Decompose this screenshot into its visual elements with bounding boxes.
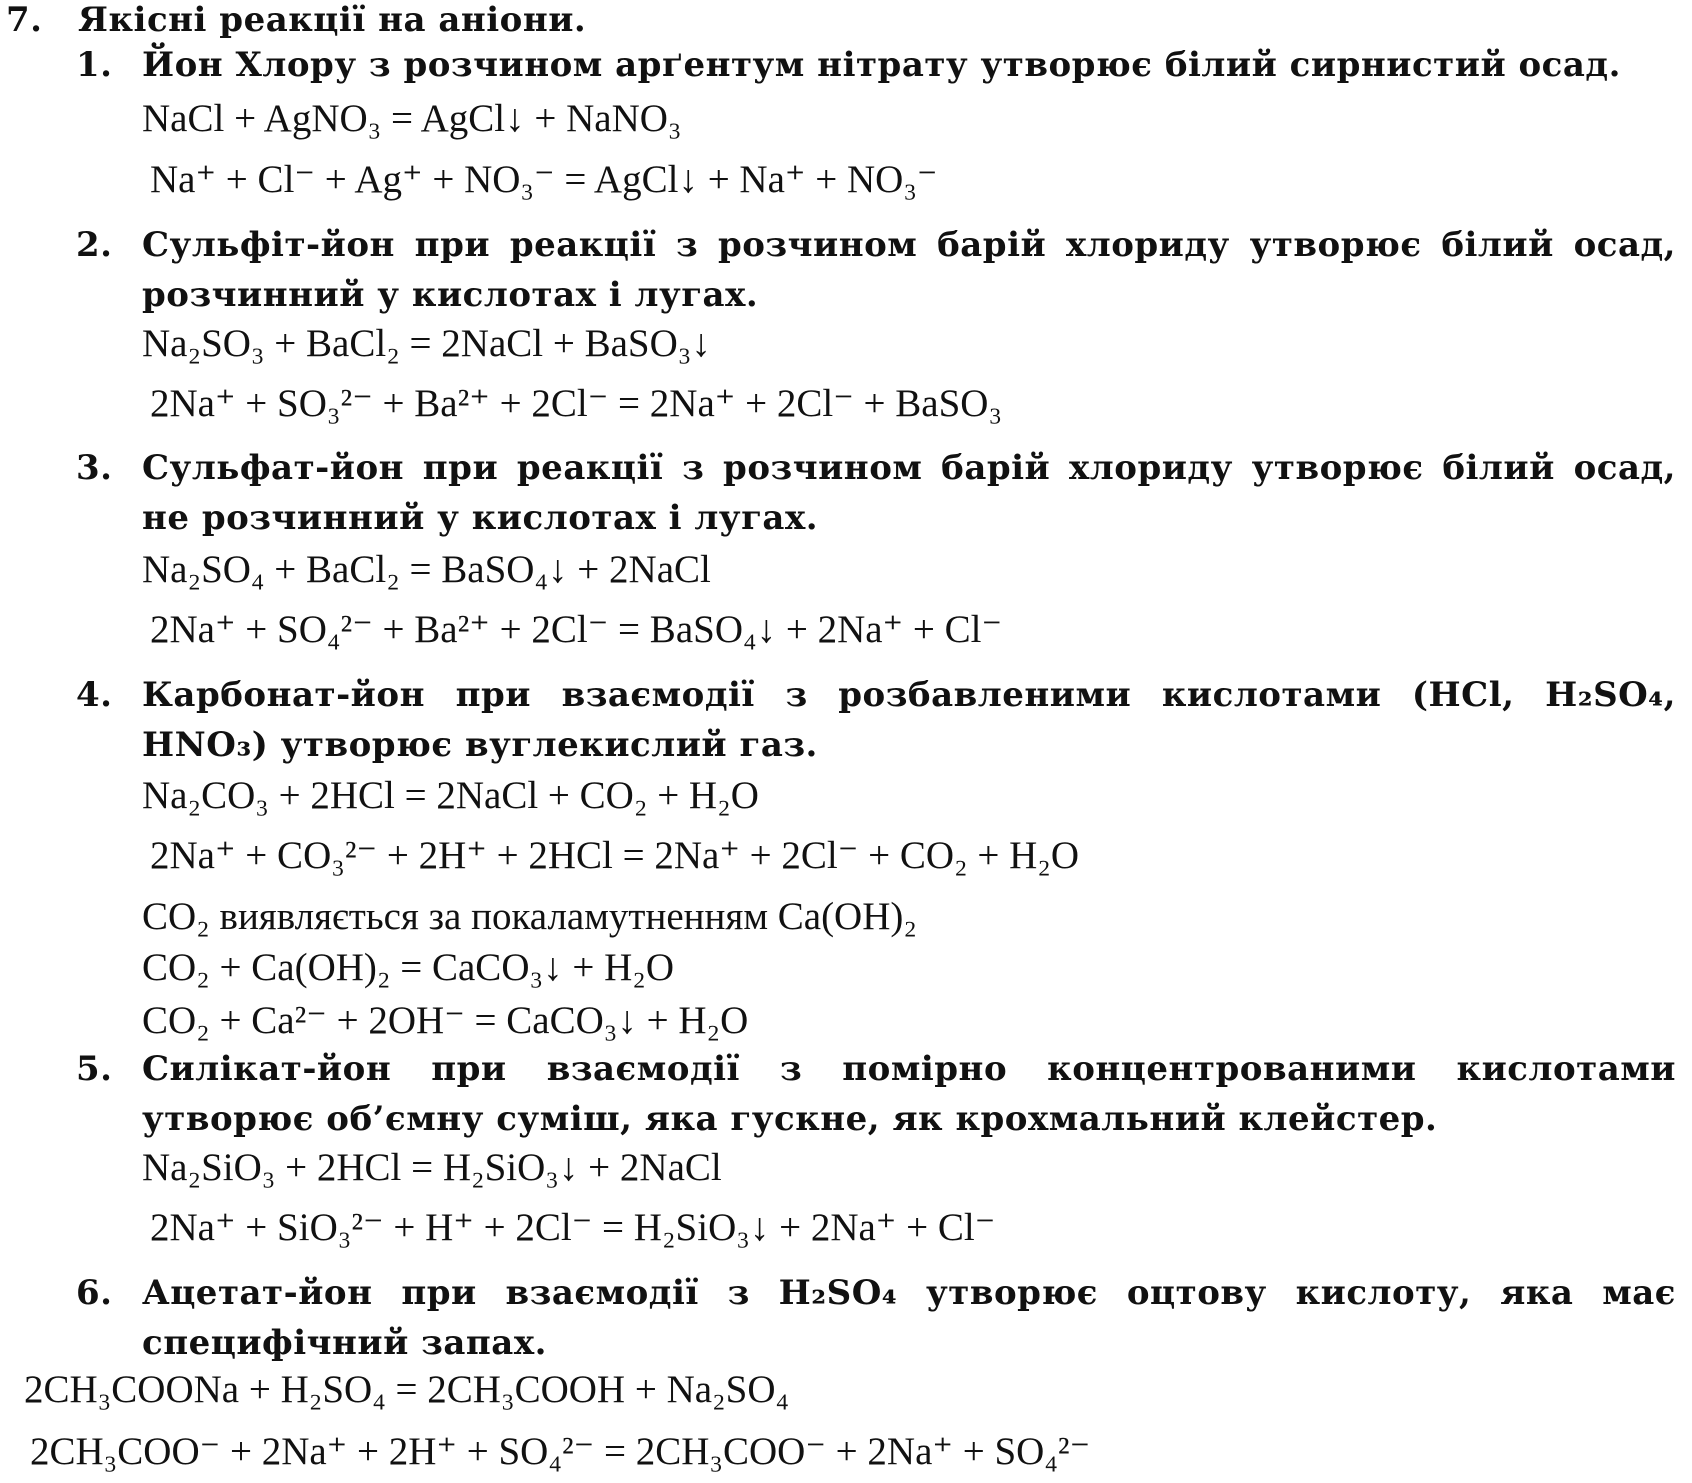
item-number: 4. [76,675,113,715]
equation: Na₂CO₃ + 2HCl = 2NaCl + CO₂ + H₂O [142,774,759,817]
equation: Na₂SO₄ + BaCl₂ = BaSO₄↓ + 2NaCl [142,548,711,591]
item-description: Сульфат-йон при реакції з розчином барій хлориду утворює білий осад, не розчинний у кислотах і лугах. [142,448,1676,538]
equation: 2CH₃COO⁻ + 2Na⁺ + 2H⁺ + SO₄²⁻ = 2CH₃COO⁻ + 2Na⁺ + SO₄²⁻ [30,1430,1091,1473]
equation-note: CO₂ виявляється за покаламутненням Ca(OH)₂ [142,895,917,938]
item-number: 3. [76,448,113,488]
item-description: Йон Хлору з розчином арґентум нітрату утворює білий сирнистий осад. [142,45,1621,85]
reaction-item-1 [76,40,1676,90]
reaction-item-3 [76,443,1676,543]
item-description: Ацетат-йон при взаємодії з H₂SO₄ утворює оцтову кислоту, яка має специфічний запах. [142,1273,1676,1363]
equation: Na₂SO₃ + BaCl₂ = 2NaCl + BaSO₃↓ [142,322,711,365]
reaction-item-2 [76,220,1676,320]
item-description: Сульфіт-йон при реакції з розчином барій хлориду утворює білий осад, розчинний у кислотах і лугах. [142,225,1676,315]
item-description: Силікат-йон при взаємодії з помірно концентрованими кислотами утворює об’ємну суміш, яка гускне, як крохмальний клейстер. [142,1049,1676,1139]
item-number: 5. [76,1049,113,1089]
equation: CO₂ + Ca²⁻ + 2OH⁻ = CaCO₃↓ + H₂O [142,999,749,1042]
item-number: 6. [76,1273,113,1313]
reaction-item-6 [76,1268,1676,1368]
equation: 2Na⁺ + CO₃²⁻ + 2H⁺ + 2HCl = 2Na⁺ + 2Cl⁻ + CO₂ + H₂O [150,834,1080,877]
equation: Na₂SiO₃ + 2HCl = H₂SiO₃↓ + 2NaCl [142,1146,722,1189]
equation: 2Na⁺ + SiO₃²⁻ + H⁺ + 2Cl⁻ = H₂SiO₃↓ + 2Na⁺ + Cl⁻ [150,1206,996,1249]
equation: 2Na⁺ + SO₃²⁻ + Ba²⁺ + 2Cl⁻ = 2Na⁺ + 2Cl⁻ + BaSO₃ [150,382,1003,425]
item-description: Карбонат-йон при взаємодії з розбавленими кислотами (HCl, H₂SO₄, HNO₃) утворює вуглекислий газ. [142,675,1676,765]
section-number: 7. [6,0,43,40]
equation: 2CH₃COONa + H₂SO₄ = 2CH₃COOH + Na₂SO₄ [24,1368,790,1411]
section-heading [6,0,586,40]
reaction-item-4 [76,670,1676,770]
item-number: 1. [76,45,113,85]
reaction-item-5 [76,1044,1676,1144]
equation: Na⁺ + Cl⁻ + Ag⁺ + NO₃⁻ = AgCl↓ + Na⁺ + NO₃⁻ [150,158,938,201]
section-title: Якісні реакції на аніони. [78,0,587,40]
equation: 2Na⁺ + SO₄²⁻ + Ba²⁺ + 2Cl⁻ = BaSO₄↓ + 2Na⁺ + Cl⁻ [150,608,1003,651]
equation: NaCl + AgNO₃ = AgCl↓ + NaNO₃ [142,97,682,140]
item-number: 2. [76,225,113,265]
equation: CO₂ + Ca(OH)₂ = CaCO₃↓ + H₂O [142,946,675,989]
